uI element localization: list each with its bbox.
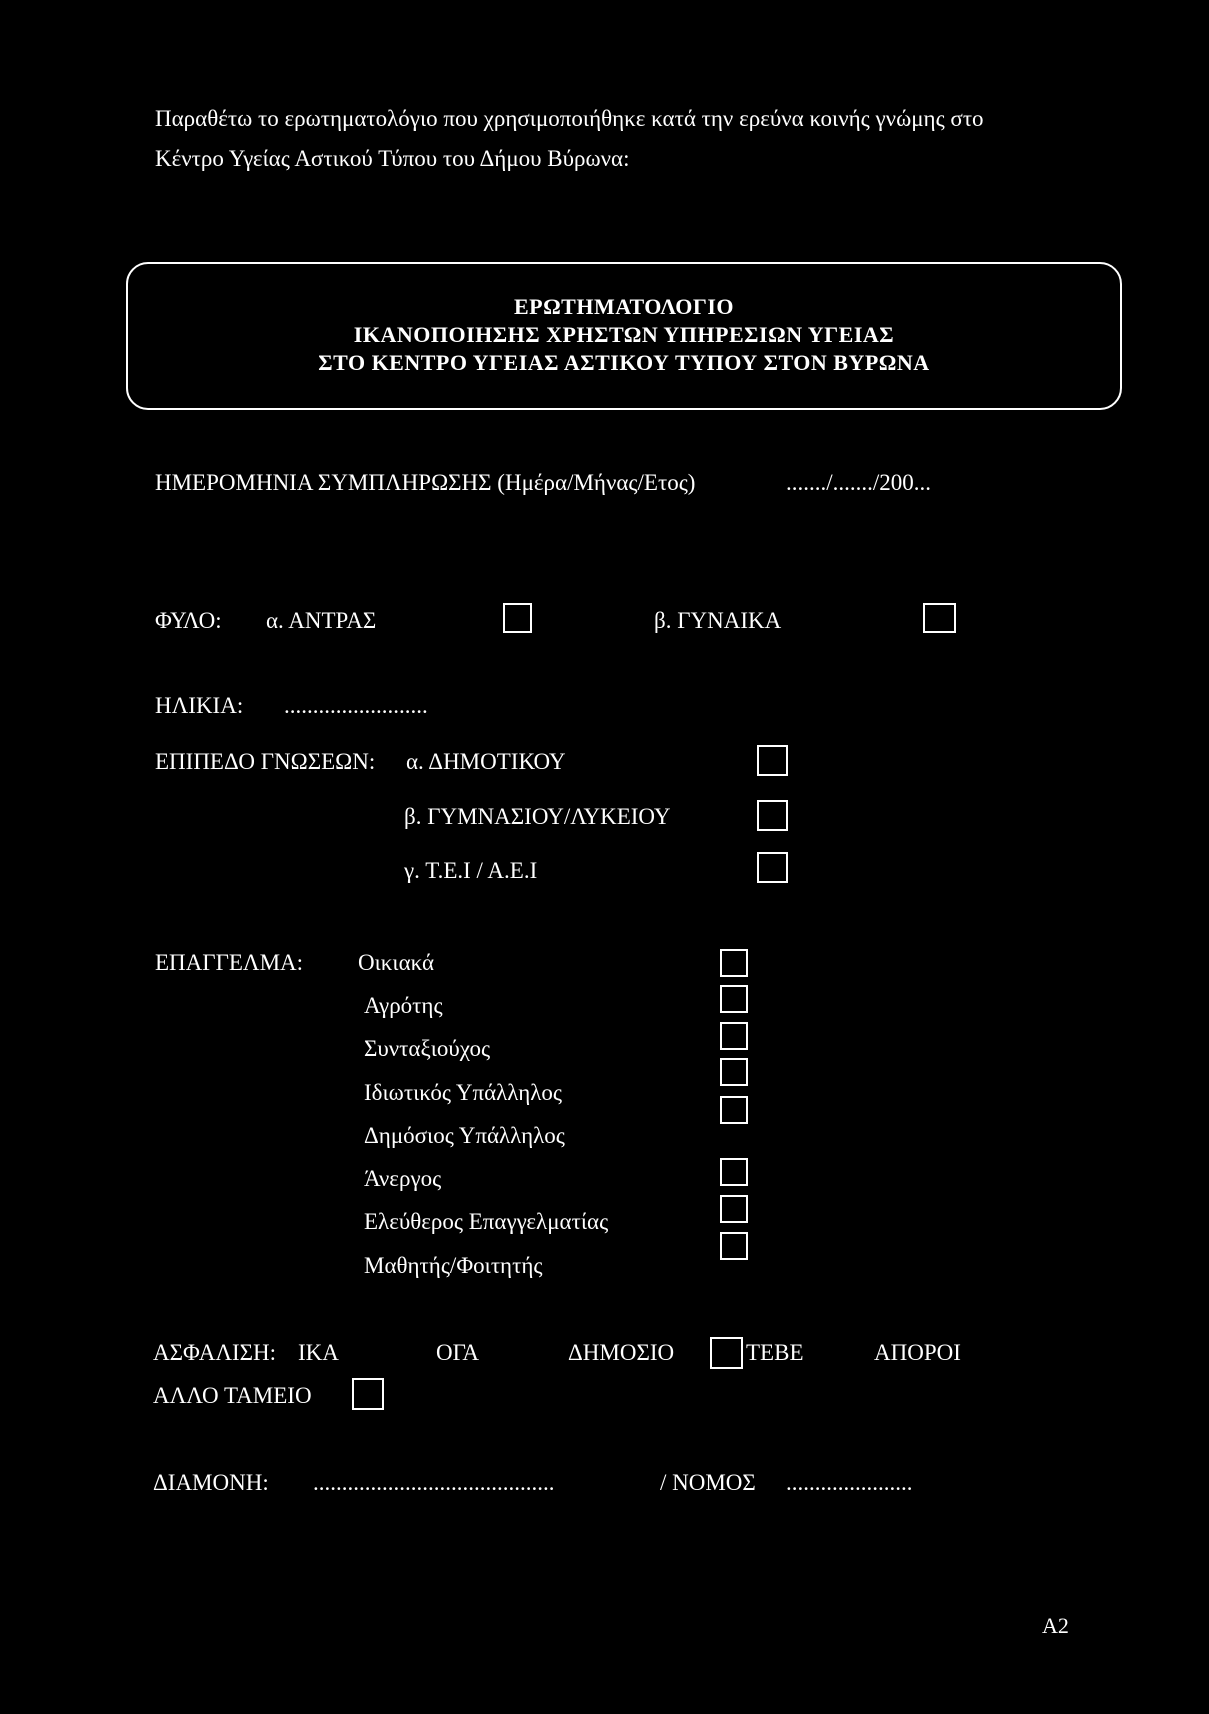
insurance-ika-label: ΙΚΑ bbox=[298, 1340, 339, 1365]
title-line-2: ΙΚΑΝΟΠΟΙΗΣΗΣ ΧΡΗΣΤΩΝ ΥΠΗΡΕΣΙΩΝ ΥΓΕΙΑΣ bbox=[353, 322, 895, 347]
profession-checkbox-public-employee[interactable] bbox=[720, 1096, 748, 1124]
intro-line-2: Κέντρο Υγείας Αστικού Τύπου του Δήμου Βύρωνα: bbox=[155, 146, 630, 171]
title-line-1: ΕΡΩΤΗΜΑΤΟΛΟΓΙΟ bbox=[513, 294, 735, 319]
insurance-other-checkbox[interactable] bbox=[352, 1378, 384, 1410]
insurance-oga-label: ΟΓΑ bbox=[436, 1340, 479, 1365]
page-number: Α2 bbox=[1042, 1613, 1069, 1638]
insurance-other-label: ΑΛΛΟ ΤΑΜΕΙΟ bbox=[153, 1383, 312, 1408]
profession-item-student: Μαθητής/Φοιτητής bbox=[364, 1253, 543, 1278]
education-primary-checkbox[interactable] bbox=[757, 745, 788, 776]
prefecture-label: / ΝΟΜΟΣ bbox=[660, 1470, 756, 1495]
profession-checkbox-farmer[interactable] bbox=[720, 985, 748, 1013]
date-field[interactable]: ......./......./200... bbox=[786, 470, 932, 495]
insurance-poor-label: ΑΠΟΡΟΙ bbox=[874, 1340, 961, 1365]
insurance-public-checkbox[interactable] bbox=[710, 1337, 743, 1369]
gender-male-checkbox[interactable] bbox=[503, 603, 532, 633]
gender-male-label: α. ΑΝΤΡΑΣ bbox=[266, 608, 377, 633]
profession-item-farmer: Αγρότης bbox=[364, 993, 443, 1018]
insurance-label: ΑΣΦΑΛΙΣΗ: bbox=[153, 1340, 277, 1365]
gender-label: ΦΥΛΟ: bbox=[155, 608, 222, 633]
profession-checkbox-pensioner[interactable] bbox=[720, 1022, 748, 1050]
profession-checkbox-private-employee[interactable] bbox=[720, 1058, 748, 1086]
profession-checkbox-unemployed[interactable] bbox=[720, 1158, 748, 1186]
gender-female-label: β. ΓΥΝΑΙΚΑ bbox=[654, 608, 782, 633]
education-higher-label: γ. Τ.Ε.Ι / Α.Ε.Ι bbox=[404, 858, 538, 883]
insurance-public-label: ΔΗΜΟΣΙΟ bbox=[568, 1340, 675, 1365]
residence-field[interactable]: .......................................... bbox=[313, 1470, 555, 1495]
profession-checkbox-freelancer[interactable] bbox=[720, 1195, 748, 1223]
age-label: ΗΛΙΚΙΑ: bbox=[155, 693, 244, 718]
profession-item-housework: Οικιακά bbox=[358, 950, 435, 975]
profession-item-public-employee: Δημόσιος Υπάλληλος bbox=[364, 1123, 565, 1148]
profession-label: ΕΠΑΓΓΕΛΜΑ: bbox=[155, 950, 304, 975]
date-label: ΗΜΕΡΟΜΗΝΙΑ ΣΥΜΠΛΗΡΩΣΗΣ (Ημέρα/Μήνας/Ετος) bbox=[155, 470, 696, 495]
education-higher-checkbox[interactable] bbox=[757, 852, 788, 883]
questionnaire-title-box bbox=[126, 262, 1122, 410]
education-secondary-checkbox[interactable] bbox=[757, 800, 788, 831]
gender-female-checkbox[interactable] bbox=[923, 603, 956, 633]
profession-checkbox-housework[interactable] bbox=[720, 949, 748, 977]
title-line-3: ΣΤΟ ΚΕΝΤΡΟ ΥΓΕΙΑΣ ΑΣΤΙΚΟΥ ΤΥΠΟΥ ΣΤΟΝ ΒΥΡΩΝΑ bbox=[318, 350, 930, 375]
education-label: ΕΠΙΠΕΔΟ ΓΝΩΣΕΩΝ: bbox=[155, 749, 376, 774]
insurance-tebe-label: ΤΕΒΕ bbox=[746, 1340, 804, 1365]
residence-label: ΔΙΑΜΟΝΗ: bbox=[153, 1470, 269, 1495]
age-field[interactable]: ......................... bbox=[284, 693, 428, 718]
education-primary-label: α. ΔΗΜΟΤΙΚΟΥ bbox=[406, 749, 566, 774]
prefecture-field[interactable]: ...................... bbox=[786, 1470, 913, 1495]
profession-checkbox-student[interactable] bbox=[720, 1232, 748, 1260]
profession-item-pensioner: Συνταξιούχος bbox=[364, 1036, 491, 1061]
intro-line-1: Παραθέτω το ερωτηματολόγιο που χρησιμοποιήθηκε κατά την ερεύνα κοινής γνώμης στο bbox=[155, 106, 984, 131]
profession-item-private-employee: Ιδιωτικός Υπάλληλος bbox=[364, 1080, 563, 1105]
profession-item-unemployed: Άνεργος bbox=[364, 1166, 442, 1191]
education-secondary-label: β. ΓΥΜΝΑΣΙΟΥ/ΛΥΚΕΙΟΥ bbox=[404, 804, 671, 829]
profession-item-freelancer: Ελεύθερος Επαγγελματίας bbox=[364, 1209, 609, 1234]
